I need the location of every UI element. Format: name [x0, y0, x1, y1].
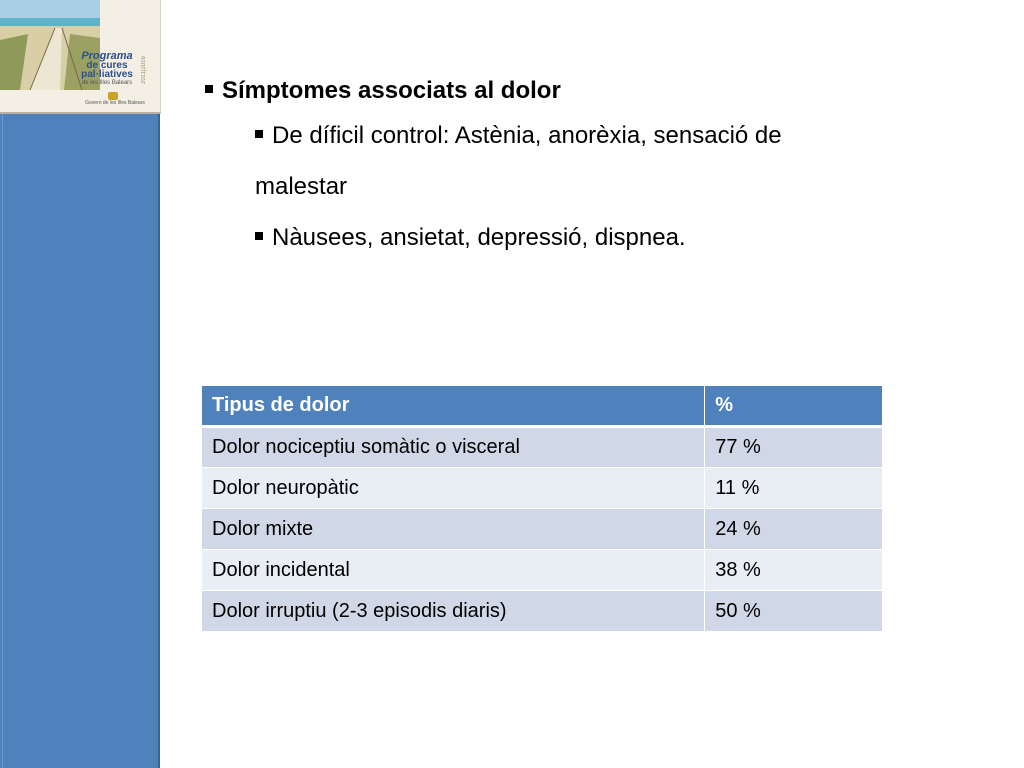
cell-percent: 77 %: [705, 427, 883, 468]
bullet-sub-1: [255, 110, 855, 212]
table-header-row: [202, 386, 883, 427]
logo-title: Programa: [81, 50, 133, 62]
bullet-sub-2: [255, 212, 855, 263]
bullet-main-text: Símptomes associats al dolor: [222, 77, 561, 104]
table-row: [202, 550, 883, 591]
bullet-square-icon: [205, 85, 213, 93]
logo-region: de les Illes Balears: [81, 80, 133, 86]
cell-pain-type: Dolor mixte: [202, 509, 705, 550]
header-percent: %: [705, 386, 883, 427]
crest-icon: [108, 92, 118, 100]
cell-percent: 38 %: [705, 550, 883, 591]
bullet-list: [205, 72, 905, 263]
logo-subtitle: de cures pal·liatives: [81, 60, 133, 80]
cell-pain-type: Dolor incidental: [202, 550, 705, 591]
table-row: [202, 509, 883, 550]
cell-pain-type: Dolor neuropàtic: [202, 468, 705, 509]
logo-text: [72, 52, 142, 88]
table-row: [202, 468, 883, 509]
header-pain-type: Tipus de dolor: [202, 386, 705, 427]
logo-years: 2011|2016: [141, 56, 147, 85]
table-row: [202, 591, 883, 632]
cell-percent: 11 %: [705, 468, 883, 509]
cell-pain-type: Dolor irruptiu (2-3 episodis diaris): [202, 591, 705, 632]
side-strip-border: [2, 114, 159, 768]
program-logo: [0, 0, 161, 114]
bullet-sub-text: Nàusees, ansietat, depressió, dispnea.: [272, 224, 686, 251]
cell-percent: 24 %: [705, 509, 883, 550]
logo-institution: Govern de les Illes Balears: [85, 100, 145, 106]
cell-percent: 50 %: [705, 591, 883, 632]
side-strip: [0, 114, 160, 768]
table-row: [202, 427, 883, 468]
bullet-sub-text: De díficil control: Astènia, anorèxia, sensació de malestar: [255, 122, 782, 200]
bullet-main: [205, 72, 905, 110]
bullet-square-icon: [255, 232, 263, 240]
bullet-square-icon: [255, 130, 263, 138]
pain-types-table: [201, 385, 883, 632]
cell-pain-type: Dolor nociceptiu somàtic o visceral: [202, 427, 705, 468]
